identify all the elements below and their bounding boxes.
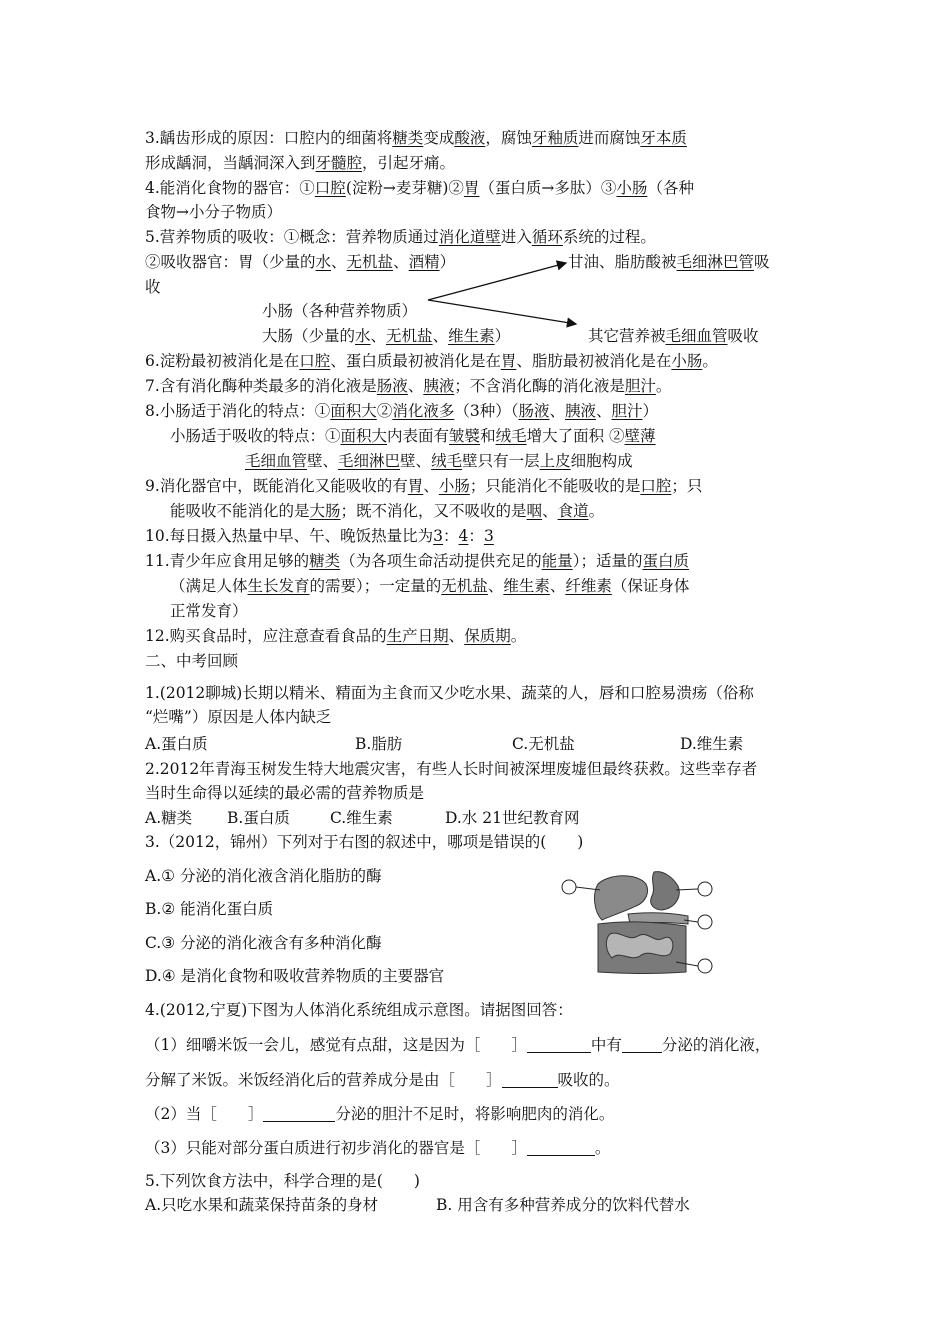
text: 的需要）；一定量的 — [309, 577, 442, 595]
mc3-option-c: C.③ 分泌的消化液含有多种消化酶 — [145, 934, 382, 952]
text: 、 — [542, 502, 558, 520]
answer-blank: 口腔 — [314, 179, 346, 197]
text: 、蛋白质最初被消化是在 — [330, 352, 501, 370]
text: 12.购买食品时，应注意查看食品的 — [145, 627, 387, 645]
text: 分解了米饭。米饭经消化后的营养成分是由［ ］ — [145, 1071, 502, 1089]
fill-blank[interactable] — [527, 1036, 591, 1053]
mc4-part1-line2 — [145, 1069, 620, 1091]
answer-blank: 毛细淋巴管 — [676, 253, 755, 271]
answer-blank: 胰液 — [423, 377, 455, 395]
answer-blank: 胆汁 — [624, 377, 656, 395]
answer-blank: 食道 — [557, 502, 589, 520]
text: ） — [439, 253, 456, 271]
text: 。 — [655, 377, 672, 395]
text: 变成 — [423, 129, 455, 147]
text: 吸收的。 — [557, 1071, 620, 1089]
mc4-part3 — [145, 1137, 610, 1159]
text: 。 — [702, 352, 718, 370]
mc3-stem: 3.（2012，锦州）下列对于右图的叙述中，哪项是错误的( ) — [145, 833, 584, 851]
mc1-option-b: B.脂肪 — [355, 735, 403, 753]
text: 壁、 — [307, 452, 339, 470]
answer-blank: 小肠 — [671, 352, 703, 370]
text: 、 — [549, 402, 565, 420]
text: 、 — [487, 577, 504, 595]
q11-line1 — [145, 550, 689, 572]
text: ② — [376, 402, 393, 420]
text: 吸收 — [727, 327, 759, 345]
text: （满足人体 — [170, 577, 248, 595]
section-heading: 二、中考回顾 — [145, 652, 239, 670]
mc3-option-a: A.① 分泌的消化液含消化脂肪的酶 — [145, 867, 382, 885]
text: 、 — [596, 402, 612, 420]
answer-blank: 无机盐 — [386, 327, 433, 345]
text: 6.淀粉最初被消化是在 — [145, 352, 300, 370]
text: ，腐蚀 — [485, 129, 532, 147]
text: （1）细嚼米饭一会儿，感觉有点甜，这是因为［ ］ — [145, 1036, 527, 1054]
text: 、 — [393, 253, 409, 271]
text: 、 — [549, 577, 566, 595]
text: 中有 — [590, 1036, 622, 1054]
mc1-option-c: C.无机盐 — [512, 735, 575, 753]
mc4-part1-line1 — [145, 1034, 770, 1056]
text: （保证身体 — [611, 577, 690, 595]
answer-blank: 面积大 — [340, 427, 388, 445]
text: ②吸收器官：胃（少量的 — [145, 253, 316, 271]
answer-blank: 肠液 — [518, 402, 550, 420]
q12-line — [145, 625, 526, 647]
mc1-option-d: D.维生素 — [680, 735, 744, 753]
answer-blank: 生长发育 — [247, 577, 310, 595]
answer-blank: 肠液 — [376, 377, 408, 395]
q5-small-intestine: 小肠（各种营养物质） — [262, 302, 418, 320]
answer-blank: 消化液多 — [392, 402, 455, 420]
text: 分泌的胆汁不足时，将影响肥肉的消化。 — [335, 1105, 615, 1123]
text: ；不含消化酶的消化液是 — [454, 377, 625, 395]
mc2-option-c: C.维生素 — [330, 809, 393, 827]
text: (淀粉→麦芽糖)② — [345, 179, 464, 197]
q10-line — [145, 525, 494, 547]
text: 。 — [588, 502, 605, 520]
answer-blank: 毛细血管 — [665, 327, 728, 345]
text: （3种）（ — [454, 402, 519, 420]
mc2-stem-line1: 2.2012年青海玉树发生特大地震灾害，有些人长时间被深埋废墟但最终获救。这些幸存者 — [145, 760, 758, 778]
answer-blank: 循环 — [531, 228, 563, 246]
text: 、脂肪最初被消化是在 — [516, 352, 672, 370]
mc2-option-a: A.糖类 — [145, 809, 193, 827]
mc1-stem-line1: 1.(2012聊城)长期以精米、精面为主食而又少吃水果、蔬菜的人，唇和口腔易溃疡（俗称 — [145, 684, 754, 702]
text: ；只能消化不能吸收的是 — [469, 477, 641, 495]
fill-blank[interactable] — [527, 1139, 595, 1156]
text: 4.能消化食物的器官：① — [145, 179, 315, 197]
text: 甘油、脂肪酸被 — [568, 253, 677, 271]
text: 系统的过程。 — [562, 228, 656, 246]
text: 、 — [432, 327, 449, 345]
answer-blank: 胰液 — [565, 402, 597, 420]
text: （为各项生命活动提供充足的 — [340, 552, 542, 570]
mc2-option-d: D.水 21世纪教育网 — [445, 809, 580, 827]
fill-blank[interactable] — [502, 1071, 558, 1088]
mc3-option-b: B.② 能消化蛋白质 — [145, 900, 274, 918]
q9-line2 — [170, 500, 604, 522]
answer-blank: 糖类 — [392, 129, 424, 147]
q6-line — [145, 350, 718, 372]
text: ；既不消化，又不吸收的是 — [340, 502, 527, 520]
text: 能吸收不能消化的是 — [170, 502, 310, 520]
answer-blank: 酒精 — [408, 253, 440, 271]
mc1-stem-line2: “烂嘴”）原因是人体内缺乏 — [145, 708, 332, 726]
answer-blank: 无机盐 — [346, 253, 394, 271]
text: 、 — [448, 627, 465, 645]
answer-blank: 胆汁 — [611, 402, 643, 420]
text: 和 — [480, 427, 496, 445]
answer-blank: 胃 — [500, 352, 517, 370]
answer-blank: 维生素 — [503, 577, 550, 595]
answer-blank: 无机盐 — [441, 577, 488, 595]
label-circle-4 — [698, 959, 712, 973]
q7-line — [145, 375, 671, 397]
text: 、 — [407, 377, 424, 395]
mc1-option-a: A.蛋白质 — [145, 735, 208, 753]
mc4-stem: 4.(2012,宁夏)下图为人体消化系统组成示意图。请据图回答： — [145, 1001, 573, 1019]
fill-blank[interactable] — [263, 1105, 335, 1122]
mc2-option-b: B.蛋白质 — [227, 809, 290, 827]
answer-blank: 小肠 — [438, 477, 470, 495]
text: 其它营养被 — [588, 327, 666, 345]
answer-blank: 4 — [458, 527, 469, 545]
text: 8.小肠适于消化的特点：① — [145, 402, 331, 420]
answer-blank: 酸液 — [454, 129, 486, 147]
answer-blank: 消化道壁 — [438, 228, 501, 246]
text: （蛋白质→多肽）③ — [479, 179, 617, 197]
text: 、 — [370, 327, 387, 345]
answer-blank: 牙髓腔 — [315, 154, 363, 172]
arrow-to-lymph — [428, 263, 566, 300]
text: 3.龋齿形成的原因：口腔内的细菌将 — [145, 129, 393, 147]
answer-blank: 胃 — [407, 477, 424, 495]
mc3-option-d: D.④ 是消化食物和吸收营养物质的主要器官 — [145, 967, 445, 985]
q11-line2 — [170, 575, 689, 597]
text: ；只 — [671, 477, 703, 495]
text: （2）当［ ］ — [145, 1105, 264, 1123]
text: 增大了面积 ② — [526, 427, 625, 445]
q5-line-shou: 收 — [145, 278, 161, 296]
answer-blank: 皱襞 — [449, 427, 481, 445]
answer-blank: 牙釉质 — [531, 129, 579, 147]
text: 内表面有 — [387, 427, 450, 445]
text: 7.含有消化酶种类最多的消化液是 — [145, 377, 377, 395]
arrow-to-blood — [428, 300, 576, 324]
text: ） — [642, 402, 659, 420]
text: 11.青少年应食用足够的 — [145, 552, 310, 570]
text: 5.营养物质的吸收：①概念：营养物质通过 — [145, 228, 439, 246]
text: 9.消化器官中，既能消化又能吸收的有 — [145, 477, 408, 495]
answer-blank: 生产日期 — [386, 627, 449, 645]
answer-blank: 3 — [433, 527, 444, 545]
text: ） — [494, 327, 511, 345]
text: ，引起牙痛。 — [362, 154, 456, 172]
answer-blank: 3 — [483, 527, 494, 545]
answer-blank: 口腔 — [640, 477, 672, 495]
mc2-stem-line2: 当时生命得以延续的最必需的营养物质是 — [145, 784, 425, 802]
label-circle-3 — [698, 915, 712, 929]
q11-line3: 正常发育） — [170, 602, 248, 620]
text: 细胞构成 — [570, 452, 633, 470]
answer-blank: 蛋白质 — [642, 552, 689, 570]
answer-blank: 口腔 — [299, 352, 331, 370]
q4-line2: 食物→小分子物质） — [145, 203, 282, 221]
text: 。 — [594, 1139, 611, 1157]
answer-blank: 胃 — [463, 179, 480, 197]
q9-line1 — [145, 475, 702, 497]
answer-blank: 纤维素 — [565, 577, 612, 595]
text: （各种 — [647, 179, 694, 197]
answer-blank: 保质期 — [464, 627, 511, 645]
q8-line2 — [170, 425, 656, 447]
stomach-shape — [651, 872, 679, 910]
mc5-option-b: B. 用含有多种营养成分的饮料代替水 — [436, 1196, 690, 1214]
answer-blank: 壁薄 — [624, 427, 656, 445]
text: ）；适量的 — [572, 552, 643, 570]
text: ： — [468, 527, 484, 545]
label-circle-1 — [562, 880, 576, 894]
text: 吸 — [754, 253, 770, 271]
text: 壁、 — [400, 452, 432, 470]
answer-blank: 能量 — [541, 552, 573, 570]
q8-line1 — [145, 400, 658, 422]
text: 进而腐蚀 — [578, 129, 641, 147]
answer-blank: 大肠 — [309, 502, 341, 520]
answer-blank: 小肠 — [616, 179, 648, 197]
answer-blank: 水 — [355, 327, 371, 345]
label-circle-2 — [698, 882, 712, 896]
answer-blank: 咽 — [526, 502, 543, 520]
digestive-system-figure — [558, 862, 728, 980]
text: ： — [443, 527, 459, 545]
text: 、 — [423, 477, 439, 495]
text: 壁只有一层 — [462, 452, 540, 470]
fill-blank[interactable] — [622, 1036, 662, 1053]
text: 。 — [510, 627, 527, 645]
text: 进入 — [500, 228, 532, 246]
text: 形成龋洞，当龋洞深入到 — [145, 154, 316, 172]
mc5-stem: 5.下列饮食方法中，科学合理的是( ) — [145, 1172, 420, 1190]
answer-blank: 面积大 — [330, 402, 377, 420]
answer-blank: 维生素 — [448, 327, 495, 345]
answer-blank: 糖类 — [309, 552, 341, 570]
text: 大肠（少量的 — [262, 327, 356, 345]
text: 小肠适于吸收的特点：① — [170, 427, 341, 445]
text: 、 — [331, 253, 347, 271]
answer-blank: 毛细血管 — [245, 452, 308, 470]
q8-line3 — [245, 450, 633, 472]
answer-blank: 毛细淋巴 — [338, 452, 401, 470]
text: 10.每日摄入热量中早、午、晚饭热量比为 — [145, 527, 434, 545]
answer-blank: 绒毛 — [495, 427, 527, 445]
text: 分泌的消化液， — [661, 1036, 771, 1054]
mc5-option-a: A.只吃水果和蔬菜保持苗条的身材 — [145, 1196, 379, 1214]
answer-blank: 上皮 — [539, 452, 571, 470]
answer-blank: 绒毛 — [431, 452, 463, 470]
answer-blank: 水 — [315, 253, 332, 271]
mc4-part2 — [145, 1103, 614, 1125]
answer-blank: 牙本质 — [640, 129, 687, 147]
text: （3）只能对部分蛋白质进行初步消化的器官是［ ］ — [145, 1139, 527, 1157]
